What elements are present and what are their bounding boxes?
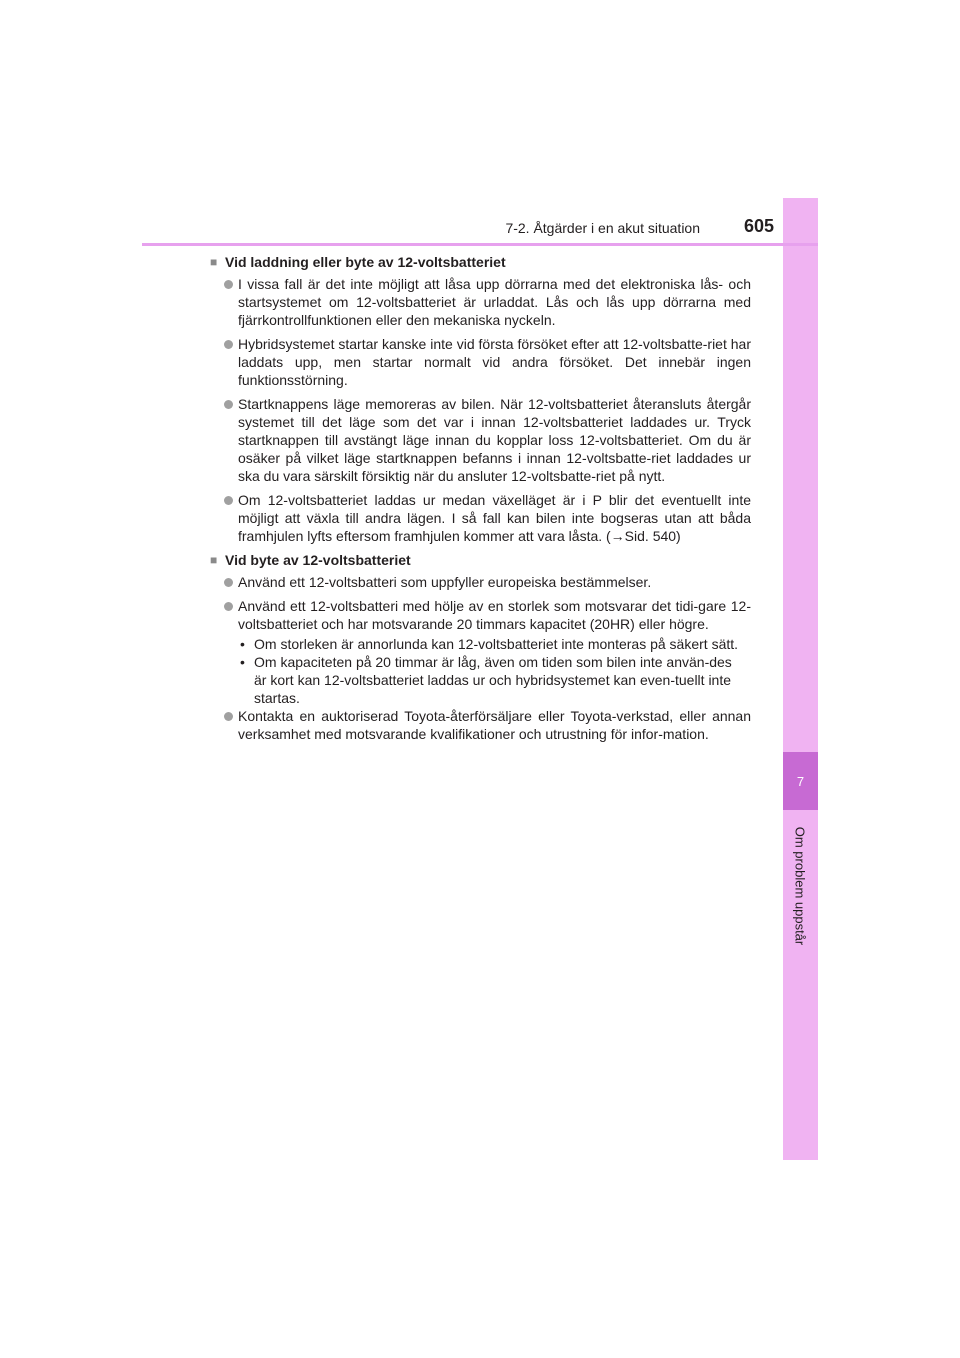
circle-bullet-icon bbox=[224, 712, 233, 721]
chapter-number: 7 bbox=[796, 773, 805, 789]
sub-list-item bbox=[238, 653, 751, 707]
small-bullet-icon: • bbox=[240, 636, 245, 652]
list-item-text: Använd ett 12-voltsbatteri med hölje av en storlek som motsvarar det tidi-gare 12-voltsbatteriet och har motsvarande 20 timmars kapacitet (20HR) eller högre. bbox=[238, 598, 751, 632]
circle-bullet-icon bbox=[224, 602, 233, 611]
sub-list-item bbox=[238, 635, 751, 653]
sub-list-item-text: Om storleken är annorlunda kan 12-voltsbatteriet inte monteras på säkert sätt. bbox=[254, 636, 739, 652]
running-header-title: 7-2. Åtgärder i en akut situation bbox=[505, 220, 700, 236]
section-heading-text: Vid laddning eller byte av 12-voltsbatteriet bbox=[225, 254, 506, 270]
section-charging bbox=[210, 253, 751, 545]
list-item bbox=[210, 597, 751, 633]
list-item-text: Använd ett 12-voltsbatteri som uppfyller europeiska bestämmelser. bbox=[238, 574, 652, 590]
side-tab bbox=[783, 198, 818, 1160]
small-bullet-icon: • bbox=[240, 654, 245, 670]
page-number: 605 bbox=[743, 216, 774, 236]
list-item-text: Startknappens läge memoreras av bilen. När 12-voltsbatteriet återansluts återgår systemet till det läge som det var i innan 12-voltsbatteriet laddades ur. Tryck startknappen till avstängt läge innan du kopplar loss 12-voltsbatteriet. Om du är osäker på vilket läge startknappen befanns i innan 12-voltsbatte-riet laddades ur ska du vara särskilt försiktig när du ansluter 12-voltsbatte-riet på nytt. bbox=[238, 396, 751, 484]
list-item-text: Kontakta en auktoriserad Toyota-återförsäljare eller Toyota-verkstad, eller annan verksamhet med motsvarande kvalifikationer och utrustning för infor-mation. bbox=[238, 708, 751, 742]
circle-bullet-icon bbox=[224, 496, 233, 505]
section-heading bbox=[210, 253, 751, 271]
list-item bbox=[210, 491, 751, 545]
list-item-text: Hybridsystemet startar kanske inte vid första försöket efter att 12-voltsbatte-riet har laddats upp, men startar normalt vid andra försöket. Det innebär ingen funktionsstörning. bbox=[238, 336, 751, 388]
circle-bullet-icon bbox=[224, 400, 233, 409]
section-replacement bbox=[210, 551, 751, 743]
chapter-title: Om problem uppstår bbox=[792, 826, 808, 946]
list-item bbox=[210, 275, 751, 329]
list-item bbox=[210, 335, 751, 389]
list-item bbox=[210, 573, 751, 591]
list-item-text: Om 12-voltsbatteriet laddas ur medan växelläget är i P blir det eventuellt inte möjligt att växla till andra lägen. I så fall kan bilen inte bogseras utan att båda framhjulen lyfts eftersom framhjulen kommer att vara låsta. (→Sid. 540) bbox=[238, 492, 751, 544]
circle-bullet-icon bbox=[224, 578, 233, 587]
section-heading bbox=[210, 551, 751, 569]
square-bullet-icon: ■ bbox=[210, 553, 218, 567]
sub-list-item-text: Om kapaciteten på 20 timmar är låg, även om tiden som bilen inte använ-des är kort kan 12-voltsbatteriet laddas ur och hybridsystemet kan even-tuellt inte startas. bbox=[254, 654, 732, 706]
square-bullet-icon: ■ bbox=[210, 255, 218, 269]
page-content bbox=[210, 253, 751, 749]
chapter-number-box bbox=[783, 752, 818, 810]
list-item bbox=[210, 395, 751, 485]
list-item bbox=[210, 707, 751, 743]
list-item-text: I vissa fall är det inte möjligt att låsa upp dörrarna med det elektroniska lås- och startsystemet om 12-voltsbatteriet är urladdat. Lås och lås upp dörrarna med fjärrkontrollfunktionen eller den mekaniska nyckeln. bbox=[238, 276, 751, 328]
circle-bullet-icon bbox=[224, 340, 233, 349]
sub-list bbox=[238, 635, 751, 707]
section-heading-text: Vid byte av 12-voltsbatteriet bbox=[225, 552, 411, 568]
circle-bullet-icon bbox=[224, 280, 233, 289]
header-rule bbox=[142, 243, 818, 246]
